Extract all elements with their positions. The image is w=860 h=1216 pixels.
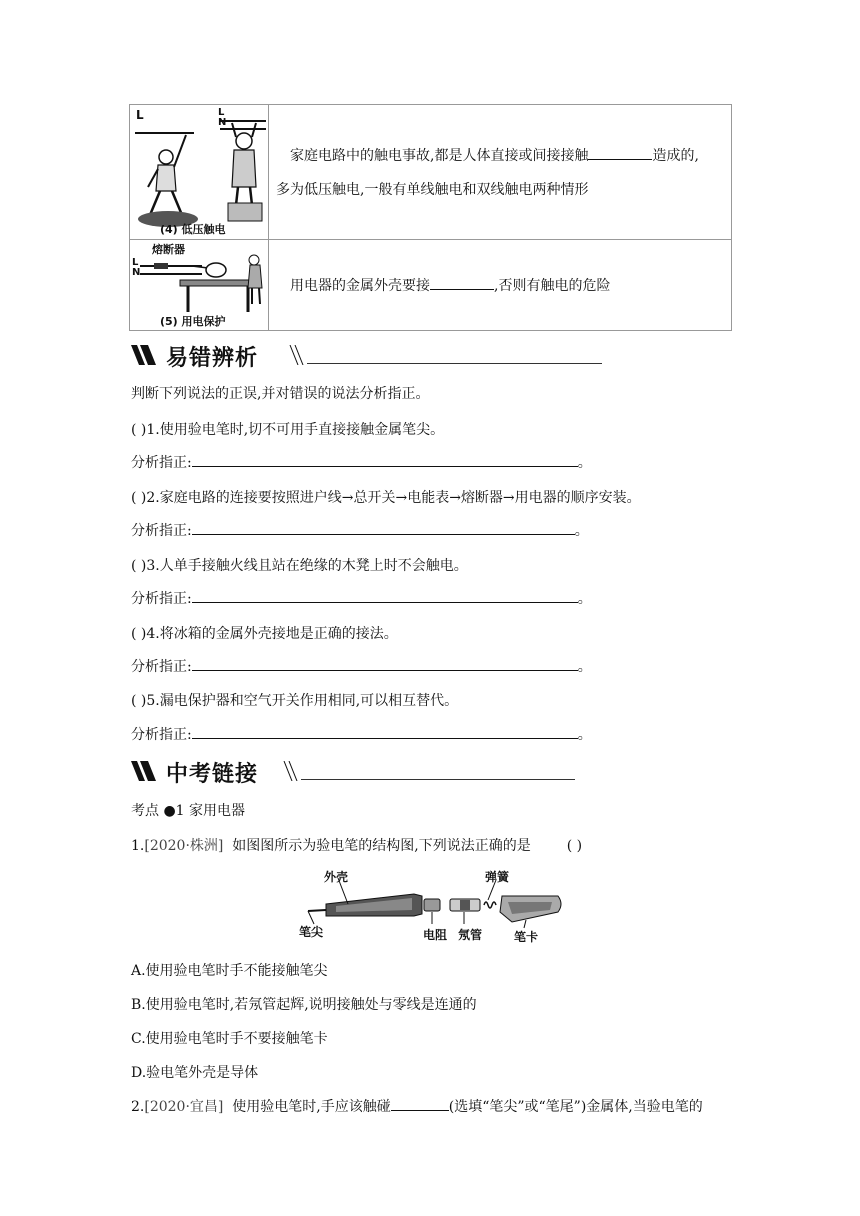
row4-caption: (4) 低压触电 <box>160 223 226 236</box>
end-mark: 。 <box>577 591 592 607</box>
q2-blank[interactable] <box>391 1098 449 1111</box>
analysis-blank[interactable] <box>192 590 578 603</box>
section-title-exam-link: 中考链接 <box>166 762 259 787</box>
section-underline <box>301 779 575 780</box>
row4-text-after: 造成的, <box>652 148 699 164</box>
row4-text-before: 家庭电路中的触电事故,都是人体直接或间接接触 <box>290 148 589 164</box>
row5-caption: (5) 用电保护 <box>160 315 226 328</box>
table-row-divider <box>130 239 731 240</box>
section-title-errors: 易错辨析 <box>166 346 259 371</box>
concept-table <box>129 104 732 331</box>
analysis-blank[interactable] <box>192 726 578 739</box>
wire-label-n-right: N <box>218 117 227 128</box>
option-b[interactable]: B.使用验电笔时,若氖管起辉,说明接触处与零线是连通的 <box>131 997 477 1013</box>
question-1-stem <box>131 835 582 855</box>
end-mark: 。 <box>574 523 589 539</box>
q1-stem-text: 如图图所示为验电笔的结构图,下列说法正确的是 <box>232 838 531 854</box>
analysis-label: 分析指正: <box>131 659 192 675</box>
analysis-blank[interactable] <box>192 522 575 535</box>
statement-2: ( )2.家庭电路的连接要按照进户线→总开关→电能表→熔断器→用电器的顺序安装。 <box>131 490 641 506</box>
q2-number: 2. <box>131 1099 145 1115</box>
analysis-label: 分析指正: <box>131 455 192 471</box>
label-neon: 氖管 <box>458 928 483 942</box>
row5-text-before: 用电器的金属外壳要接 <box>290 278 430 294</box>
analysis-1[interactable] <box>131 452 592 472</box>
q1-source: [2020·株洲] <box>144 838 224 854</box>
option-c[interactable]: C.使用验电笔时手不要接触笔卡 <box>131 1031 328 1047</box>
wire-label-l-right: L <box>218 107 225 118</box>
label-tip: 笔尖 <box>299 925 324 939</box>
label-clip: 笔卡 <box>514 930 539 944</box>
statement-4: ( )4.将冰箱的金属外壳接地是正确的接法。 <box>131 626 398 642</box>
section-slash-icon <box>131 761 161 781</box>
analysis-blank[interactable] <box>192 658 578 671</box>
statement-3: ( )3.人单手接触火线且站在绝缘的木凳上时不会触电。 <box>131 558 468 574</box>
low-voltage-shock-illustration <box>132 107 266 237</box>
analysis-blank[interactable] <box>192 454 578 467</box>
q2-text-before: 使用验电笔时,手应该触碰 <box>232 1099 391 1115</box>
section-double-slash-icon <box>289 345 307 365</box>
row5-text <box>290 269 610 303</box>
statement-1: ( )1.使用验电笔时,切不可用手直接接触金属笔尖。 <box>131 422 445 438</box>
analysis-2[interactable] <box>131 520 589 540</box>
statement-5: ( )5.漏电保护器和空气开关作用相同,可以相互替代。 <box>131 693 459 709</box>
analysis-3[interactable] <box>131 588 592 608</box>
section-underline <box>307 363 602 364</box>
row5-wire-l: L <box>132 257 139 268</box>
wire-label-l: L <box>136 108 144 122</box>
analysis-4[interactable] <box>131 656 592 676</box>
q2-text-after: (选填“笔尖”或“笔尾”)金属体,当验电笔的 <box>448 1099 703 1115</box>
analysis-label: 分析指正: <box>131 727 192 743</box>
end-mark: 。 <box>577 659 592 675</box>
label-resistor: 电阻 <box>423 928 448 942</box>
question-2 <box>131 1096 703 1116</box>
q1-answer-paren[interactable]: ( ) <box>566 838 583 854</box>
label-spring: 弹簧 <box>485 870 510 884</box>
section1-intro: 判断下列说法的正误,并对错误的说法分析指正。 <box>131 386 430 402</box>
label-shell: 外壳 <box>324 870 349 884</box>
analysis-label: 分析指正: <box>131 523 192 539</box>
row5-text-after: ,否则有触电的危险 <box>494 278 611 294</box>
row4-text <box>280 139 699 173</box>
analysis-label: 分析指正: <box>131 591 192 607</box>
row4-blank[interactable] <box>588 145 652 160</box>
option-a[interactable]: A.使用验电笔时手不能接触笔尖 <box>131 963 328 979</box>
q1-number: 1. <box>131 838 145 854</box>
row5-blank[interactable] <box>430 275 494 290</box>
section-slash-icon <box>131 345 161 365</box>
analysis-5[interactable] <box>131 724 592 744</box>
row5-wire-n: N <box>132 267 141 278</box>
section-double-slash-icon <box>283 761 301 781</box>
end-mark: 。 <box>577 455 592 471</box>
end-mark: 。 <box>577 727 592 743</box>
fuse-label: 熔断器 <box>152 243 185 256</box>
topic-label: 考点 ●1 家用电器 <box>131 803 246 819</box>
row4-text-line2: 多为低压触电,一般有单线触电和双线触电两种情形 <box>276 182 589 198</box>
option-d[interactable]: D.验电笔外壳是导体 <box>131 1065 259 1081</box>
q2-source: [2020·宜昌] <box>144 1099 224 1115</box>
table-col-divider <box>268 105 269 330</box>
